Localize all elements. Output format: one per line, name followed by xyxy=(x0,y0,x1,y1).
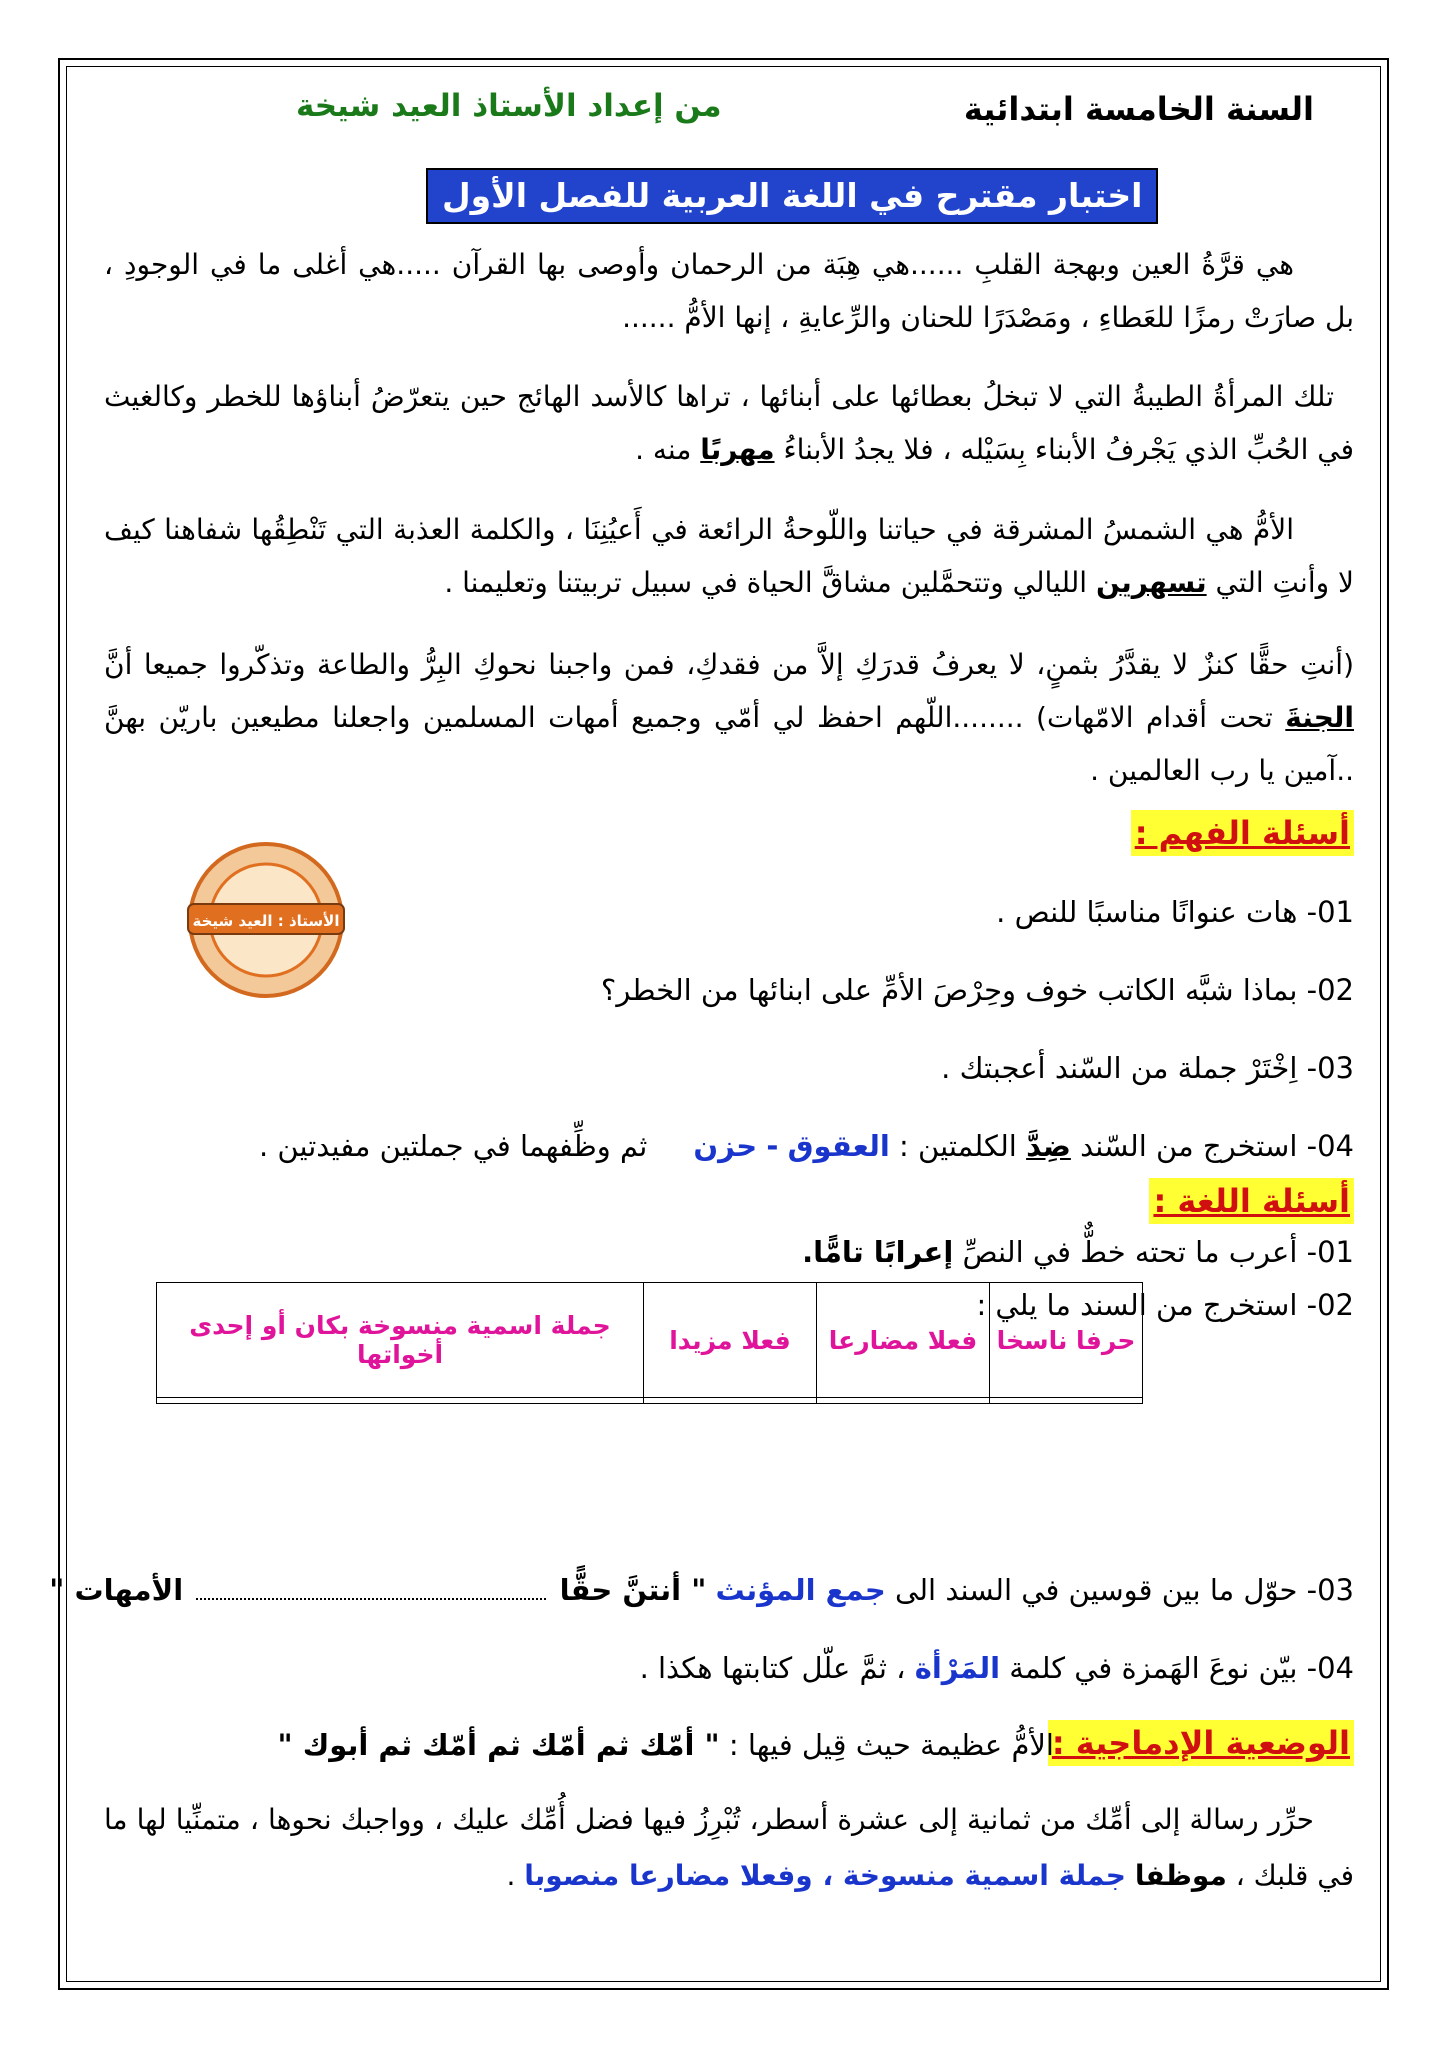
teacher-seal-logo xyxy=(186,840,346,1000)
passage-paragraph-2: تلك المرأةُ الطيبةُ التي لا تبخلُ بعطائها على أبنائها ، تراها كالأسد الهائج حين يتعرّضُ أبناؤها للخطر وكالغيث في الحُبِّ الذي يَجْرفُ الأبناء بِسَيْله ، فلا يجدُ الأبناءُ مهربًا منه . xyxy=(104,380,1354,466)
table-header-cell: فعلا مزيدا xyxy=(644,1283,817,1398)
passage-paragraph-1: هي قرَّةُ العين وبهجة القلبِ ......هي هِبَة من الرحمان وأوصى بها القرآن .....هي أغلى ما في الوجودِ ، بل صارَتْ رمزًا للعَطاءِ ، ومَصْدَرًا للحنان والرِّعايةِ ، إنها الأمُّ ...... xyxy=(104,248,1354,334)
answer-table xyxy=(156,1282,1143,1404)
language-q1: 01- أعرب ما تحته خطٌّ في النصِّ إعرابًا تامًّا. xyxy=(802,1235,1354,1269)
answer-cell[interactable] xyxy=(644,1398,817,1404)
author-label: من إعداد الأستاذ العيد شيخة xyxy=(296,88,722,124)
integration-intro: الأمُّ عظيمة حيث قِيل فيها : " أمّك ثم أمّك ثم أمّك ثم أبوك " xyxy=(277,1728,1054,1762)
language-q2: 02- استخرج من السند ما يلي : xyxy=(976,1288,1354,1322)
language-heading: أسئلة اللغة : xyxy=(1149,1178,1354,1224)
table-header-cell: فعلا مضارعا xyxy=(817,1283,990,1398)
passage-paragraph-3: الأمُّ هي الشمسُ المشرقة في حياتنا واللّوحةُ الرائعة في أَعيُنِنَا ، والكلمة العذبة التي تَنْطِقُها شفاهنا كيف لا وأنتِ التي تسهرين الليالي وتتحمَّلين مشاقَّ الحياة في سبيل تربيتنا وتعليمنا . xyxy=(104,513,1354,599)
answer-cell[interactable] xyxy=(817,1398,990,1404)
table-answer-row xyxy=(157,1398,1143,1404)
underlined-word: الجنةَ xyxy=(1285,701,1354,734)
grade-label: السنة الخامسة ابتدائية xyxy=(963,90,1314,128)
table-header-row xyxy=(157,1283,1143,1398)
fill-in-blank[interactable] xyxy=(196,1598,546,1600)
svg-text:الأستاذ : العيد شيخة: الأستاذ : العيد شيخة xyxy=(192,912,340,930)
language-q3: 03- حوّل ما بين قوسين في السند الى جمع المؤنث " أنتنَّ حقًّا الأمهات " xyxy=(49,1573,1354,1607)
comprehension-q4: 04- استخرج من السّند ضِدَّ الكلمتين : العقوق - حزن ثم وظِّفهما في جملتين مفيدتين . xyxy=(258,1129,1354,1163)
comprehension-q2: 02- بماذا شبَّه الكاتب خوف وحِرْصَ الأمِّ على ابنائها من الخطر؟ xyxy=(600,973,1354,1007)
underlined-word: تسهرين xyxy=(1096,566,1207,599)
comprehension-q1: 01- هات عنوانًا مناسبًا للنص . xyxy=(996,895,1354,929)
passage-paragraph-4: (أنتِ حقًّا كنزٌ لا يقدَّرُ بثمنٍ، لا يعرفُ قدرَكِ إلاَّ من فقدكِ، فمن واجبنا نحوكِ البِرُّ والطاعة وتذكّروا جميعا أنَّ الجنةَ تحت أقدام الامّهات) ........اللّهم احفظ لي أمّي وجميع أمهات المسلمين واجعلنا مطيعين باريّن بهنَّ ..آمين يا رب العالمين . xyxy=(104,648,1354,787)
comprehension-heading: أسئلة الفهم : xyxy=(1131,810,1354,856)
exam-title: اختبار مقترح في اللغة العربية للفصل الأول xyxy=(426,168,1158,224)
answer-cell[interactable] xyxy=(990,1398,1143,1404)
language-q4: 04- بيّن نوعَ الهَمزة في كلمة المَرْأة ، ثمَّ علّل كتابتها هكذا . xyxy=(639,1651,1354,1685)
table-header-cell: جملة اسمية منسوخة بكان أو إحدى أخواتها xyxy=(157,1283,644,1398)
page-border-inner xyxy=(66,66,1381,1982)
table-header-cell: حرفا ناسخا xyxy=(990,1283,1143,1398)
integration-task: حرِّر رسالة إلى أمِّك من ثمانية إلى عشرة أسطر، تُبْرِزُ فيها فضل أُمِّك عليك ، وواجبك نحوها ، متمنِّيا لها ما في قلبك ، موظفا جملة اسمية منسوخة ، وفعلا مضارعا منصوبا . xyxy=(104,1803,1354,1892)
answer-cell[interactable] xyxy=(157,1398,644,1404)
underlined-word: مهربًا xyxy=(700,433,775,466)
integration-heading: الوضعية الإدماجية : xyxy=(1048,1720,1354,1766)
comprehension-q3: 03- اِخْتَرْ جملة من السّند أعجبتك . xyxy=(941,1051,1354,1085)
